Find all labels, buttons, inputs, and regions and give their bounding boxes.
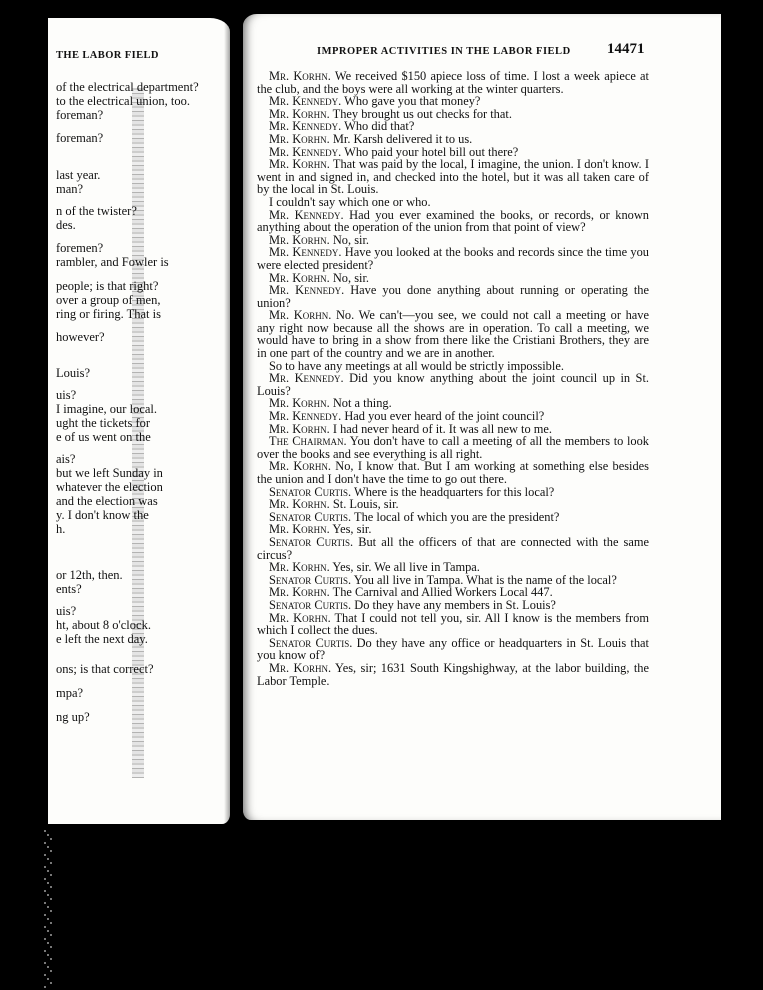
- speech-text: I had never heard of it. It was all new to me.: [329, 421, 553, 436]
- testimony-paragraph: [257, 662, 649, 687]
- left-page-line: mpa?: [56, 686, 84, 700]
- speaker-name: Mr. Korhn.: [269, 421, 330, 436]
- speech-text: Who did that?: [341, 119, 415, 134]
- scan-speck: [47, 906, 49, 908]
- speech-text: We received $150 apiece loss of time. I lost a week apiece at the club, and the boys were all working at the winter quarters.: [257, 69, 649, 96]
- running-head: IMPROPER ACTIVITIES IN THE LABOR FIELD: [317, 46, 571, 57]
- scan-speck: [44, 986, 46, 988]
- speaker-name: Mr. Korhn.: [269, 585, 330, 600]
- speech-text: Had you ever heard of the joint council?: [341, 409, 545, 424]
- testimony-paragraph: [257, 372, 649, 397]
- left-page-line: over a group of men,: [56, 293, 161, 307]
- speech-text: Who gave you that money?: [341, 94, 481, 109]
- speech-text: Yes, sir; 1631 South Kingshighway, at the labor building, the Labor Temple.: [257, 660, 649, 688]
- scan-speck: [47, 834, 49, 836]
- left-page-line: h.: [56, 522, 66, 536]
- left-page-line: however?: [56, 330, 105, 344]
- scan-speck: [44, 974, 46, 976]
- scan-speck: [44, 830, 46, 832]
- speech-text: Who paid your hotel bill out there?: [341, 144, 519, 159]
- speaker-name: Mr. Korhn.: [269, 610, 331, 625]
- left-page-line: man?: [56, 182, 84, 196]
- testimony-paragraph: [257, 612, 649, 637]
- speech-text: That was paid by the local, I imagine, the union. I don't know. I went in and signed in, and checked into the hotel, but it was all taken care of by the local in St. Louis.: [257, 157, 649, 197]
- speaker-name: Senator Curtis.: [269, 509, 352, 524]
- scan-speck: [50, 886, 52, 888]
- speaker-name: Mr. Korhn.: [269, 157, 330, 172]
- speaker-name: Mr. Korhn.: [269, 106, 330, 121]
- left-page-line: ons; is that correct?: [56, 662, 154, 676]
- scan-speck: [47, 858, 49, 860]
- testimony-paragraph: [257, 536, 649, 561]
- speaker-name: Mr. Kennedy.: [269, 119, 342, 134]
- left-page-line: y. I don't know the: [56, 508, 149, 522]
- scan-speck: [44, 914, 46, 916]
- scan-speck: [50, 946, 52, 948]
- testimony-paragraph: [257, 309, 649, 359]
- left-page-line: n of the twister?: [56, 204, 137, 218]
- left-page-line: foreman?: [56, 108, 104, 122]
- speech-text: St. Louis, sir.: [329, 497, 399, 512]
- speech-text: No. We can't—you see, we could not call a meeting or have any right now because all the shows are in operation. To call a meeting, we would have to bring in a show from there like the Cristiani Brothers, they are in one part of the country and we are in another.: [257, 308, 649, 361]
- testimony-paragraph: [257, 284, 649, 309]
- speaker-name: Senator Curtis.: [269, 635, 353, 650]
- speaker-name: Mr. Kennedy.: [269, 207, 344, 222]
- left-page-line: rambler, and Fowler is: [56, 255, 169, 269]
- scan-speck: [44, 854, 46, 856]
- left-page-line: e of us went on the: [56, 430, 151, 444]
- testimony-paragraph: [257, 637, 649, 662]
- scan-speck: [44, 962, 46, 964]
- speech-text: No, sir.: [329, 232, 370, 247]
- left-page-line: but we left Sunday in: [56, 466, 163, 480]
- scan-speck: [44, 890, 46, 892]
- speaker-name: Mr. Korhn.: [269, 270, 330, 285]
- left-page-line: ents?: [56, 582, 82, 596]
- speaker-name: Mr. Kennedy.: [269, 245, 342, 260]
- speech-text: So to have any meetings at all would be strictly impossible.: [269, 358, 564, 373]
- scan-speck: [50, 970, 52, 972]
- testimony-paragraph: [257, 435, 649, 460]
- scan-speck: [44, 866, 46, 868]
- speaker-name: Mr. Korhn.: [269, 497, 330, 512]
- speaker-name: Senator Curtis.: [269, 572, 352, 587]
- speech-text: Not a thing.: [329, 396, 392, 411]
- speech-text: No, I know that. But I am working at something else besides the union and I don't have the time to go out there.: [257, 459, 650, 486]
- scan-speck: [47, 894, 49, 896]
- left-page-line: people; is that right?: [56, 279, 159, 293]
- right-page: [243, 14, 721, 820]
- left-page-line: uis?: [56, 388, 77, 402]
- left-page-line: and the election was: [56, 494, 158, 508]
- scan-speck: [50, 838, 52, 840]
- left-page-line: foremen?: [56, 241, 104, 255]
- speech-text: Yes, sir. We all live in Tampa.: [329, 560, 480, 575]
- testimony-paragraph: [257, 209, 649, 234]
- testimony-paragraph: [257, 460, 649, 485]
- speech-text: I couldn't say which one or who.: [269, 194, 431, 209]
- left-page: [48, 18, 230, 824]
- speaker-name: Mr. Kennedy.: [269, 144, 342, 159]
- left-running-head: THE LABOR FIELD: [56, 50, 159, 61]
- speech-text: They brought us out checks for that.: [329, 106, 512, 121]
- speech-text: Did you know anything about the joint council up in St. Louis?: [257, 371, 649, 398]
- speaker-name: The Chairman.: [269, 434, 347, 449]
- scan-speck: [44, 842, 46, 844]
- left-page-line: ais?: [56, 452, 76, 466]
- scan-speck: [44, 878, 46, 880]
- speaker-name: Mr. Kennedy.: [269, 283, 345, 298]
- scan-speck: [50, 982, 52, 984]
- scan-speck: [50, 898, 52, 900]
- scan-speck: [44, 926, 46, 928]
- left-page-line: foreman?: [56, 131, 104, 145]
- page-number: 14471: [607, 41, 645, 57]
- scan-speck: [44, 950, 46, 952]
- speaker-name: Mr. Korhn.: [269, 69, 331, 83]
- scan-speck: [47, 846, 49, 848]
- scan-speck: [47, 870, 49, 872]
- speaker-name: Mr. Korhn.: [269, 232, 330, 247]
- left-page-line: des.: [56, 218, 76, 232]
- left-page-line: e left the next day.: [56, 632, 148, 646]
- scan-speck: [50, 910, 52, 912]
- speaker-name: Mr. Korhn.: [269, 396, 330, 411]
- left-page-line: ng up?: [56, 710, 90, 724]
- scan-speck: [47, 954, 49, 956]
- left-page-line: of the electrical department?: [56, 80, 199, 94]
- speaker-name: Mr. Kennedy.: [269, 371, 344, 386]
- left-page-line: I imagine, our local.: [56, 402, 158, 416]
- left-page-line: Louis?: [56, 366, 91, 380]
- speech-text: Do they have any office or headquarters in St. Louis that you know of?: [257, 635, 649, 663]
- scan-speck: [47, 918, 49, 920]
- left-page-line: ring or firing. That is: [56, 307, 161, 321]
- testimony-paragraph: [257, 158, 649, 196]
- speaker-name: Mr. Korhn.: [269, 308, 332, 323]
- speech-text: That I could not tell you, sir. All I know is the members from which I collect the dues.: [257, 610, 649, 638]
- testimony-paragraph: [257, 70, 649, 95]
- left-page-line: uis?: [56, 604, 77, 618]
- scan-speck: [44, 902, 46, 904]
- scan-speck: [47, 942, 49, 944]
- speech-text: Yes, sir.: [329, 522, 372, 537]
- speech-text: Have you looked at the books and records since the time you were elected president?: [257, 245, 649, 272]
- scan-speck: [47, 930, 49, 932]
- speaker-name: Mr. Korhn.: [269, 660, 332, 675]
- speech-text: Have you done anything about running or operating the union?: [257, 283, 649, 310]
- scan-speck: [50, 874, 52, 876]
- scan-speck: [50, 934, 52, 936]
- left-page-line: ught the tickets for: [56, 416, 151, 430]
- speaker-name: Mr. Korhn.: [269, 522, 330, 537]
- speaker-name: Senator Curtis.: [269, 484, 352, 499]
- speaker-name: Mr. Korhn.: [269, 131, 330, 146]
- speech-text: Mr. Karsh delivered it to us.: [329, 131, 473, 146]
- speaker-name: Mr. Korhn.: [269, 560, 330, 575]
- speech-text: Where is the headquarters for this local?: [351, 484, 555, 499]
- left-page-line: to the electrical union, too.: [56, 94, 190, 108]
- speaker-name: Mr. Korhn.: [269, 459, 331, 474]
- speech-text: Had you ever examined the books, or records, or known anything about the operation of the union from that point of view?: [257, 207, 649, 235]
- speech-text: Do they have any members in St. Louis?: [351, 597, 556, 612]
- speech-text: The Carnival and Allied Workers Local 447.: [329, 585, 553, 600]
- scan-speck: [50, 850, 52, 852]
- speech-text: You all live in Tampa. What is the name of the local?: [351, 572, 617, 587]
- left-page-line: or 12th, then.: [56, 568, 123, 582]
- speaker-name: Senator Curtis.: [269, 534, 354, 549]
- scan-speck: [47, 966, 49, 968]
- scan-speck: [47, 978, 49, 980]
- speaker-name: Mr. Kennedy.: [269, 409, 342, 424]
- speech-text: No, sir.: [329, 270, 370, 285]
- left-page-line: ht, about 8 o'clock.: [56, 618, 151, 632]
- testimony-paragraph: [257, 246, 649, 271]
- scan-speck: [44, 938, 46, 940]
- scan-speck: [50, 922, 52, 924]
- left-page-line: last year.: [56, 168, 101, 182]
- page-edge-shadow: [224, 18, 230, 824]
- left-page-line: whatever the election: [56, 480, 163, 494]
- speaker-name: Mr. Kennedy.: [269, 94, 342, 109]
- scan-speck: [47, 882, 49, 884]
- speech-text: But all the officers of that are connected with the same circus?: [257, 534, 649, 562]
- scan-speck: [50, 862, 52, 864]
- scan-speck: [50, 958, 52, 960]
- speaker-name: Senator Curtis.: [269, 597, 352, 612]
- speech-text: The local of which you are the president?: [351, 509, 560, 524]
- testimony-text: [257, 70, 649, 687]
- speech-text: You don't have to call a meeting of all the members to look over the books and see everything is all right.: [257, 434, 650, 461]
